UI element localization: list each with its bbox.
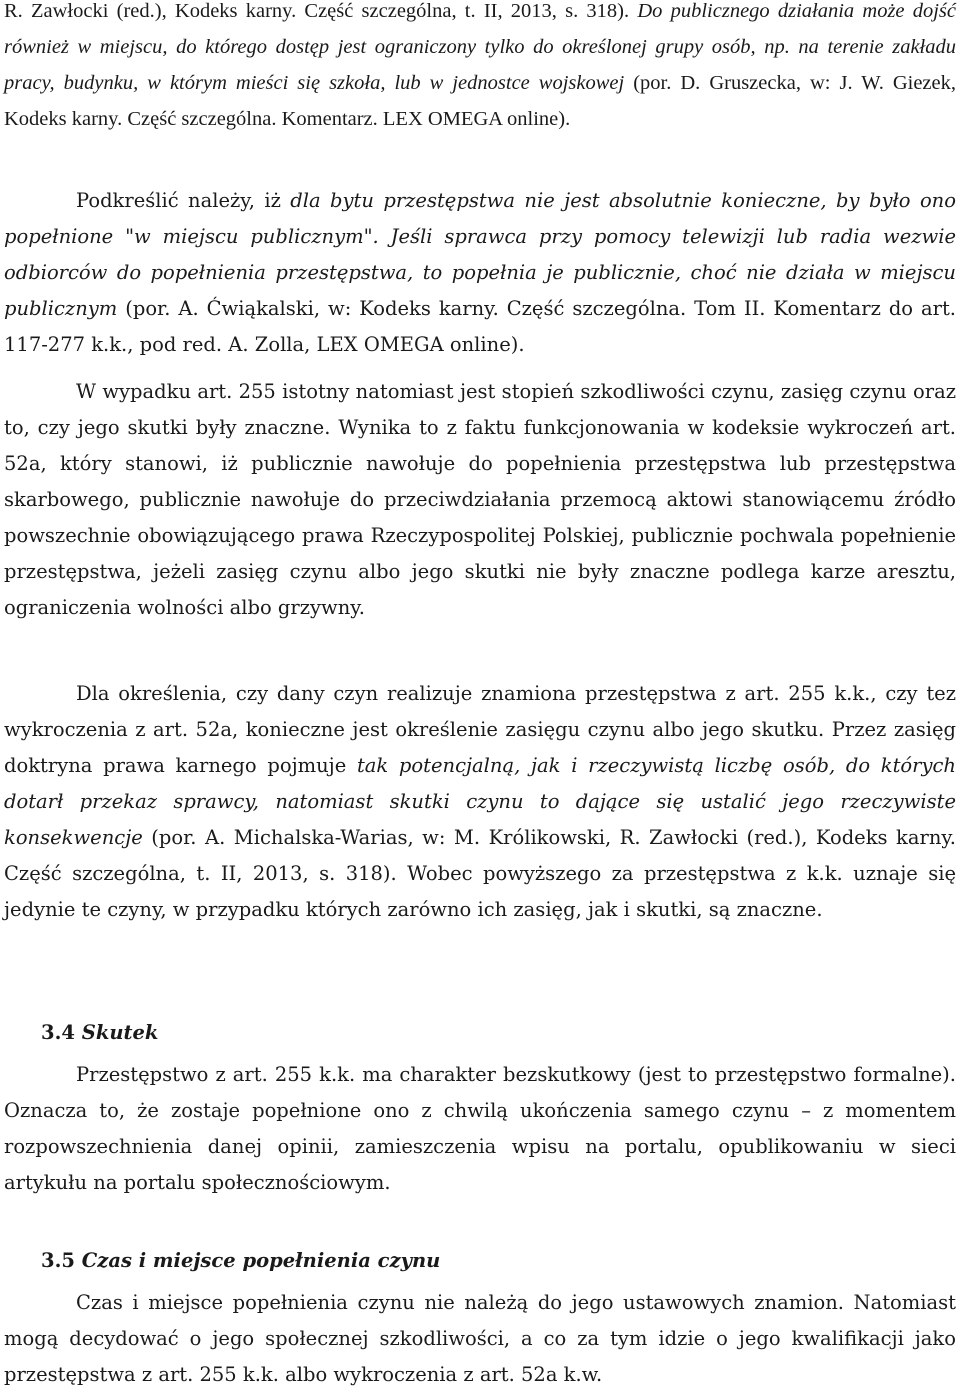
italic-quote: dla bytu przestępstwa nie jest absolutnie konieczne, by było ono popełnione "w miejscu publicznym". Jeśli sprawca przy pomocy telewizji lub radia wezwie odbiorców do popełnienia przestępstwa, to popełnia je publicznie, choć nie działa w miejscu publicznym [4, 189, 956, 320]
paragraph-time-place [4, 1285, 956, 1393]
citation-text: (por. A. Michalska-Warias, w: M. Królikowski, R. Zawłocki (red.), Kodeks karny. Część szczególna, t. II, 2013, s. 318). Wobec powyższego za przestępstwa z k.k. uznaje się jedynie te czyny, w przypadku których zarówno ich zasięg, jak i skutki, są znaczne. [4, 826, 956, 921]
paragraph-text: Podkreślić należy, iż [76, 189, 291, 212]
section-number: 3.4 [41, 1021, 75, 1044]
citation-text: (por. D. Gruszecka, w: J. W. Giezek, Kodeks karny. Część szczególna. Komentarz. LEX OMEGA online). [4, 72, 957, 130]
italic-quote: Do publicznego działania może dojść również w miejscu, do którego dostęp jest ograniczony tylko do określonej grupy osób, np. na terenie zakładu pracy, budynku, w którym mieści się szkoła, lub w jednostce wojskowej [4, 0, 956, 94]
paragraph-text: Dla określenia, czy dany czyn realizuje znamiona przestępstwa z art. 255 k.k., czy tez wykroczenia z art. 52a, konieczne jest określenie zasięgu czynu albo jego skutku. Przez zasięg doktryna prawa karnego pojmuje [4, 682, 956, 777]
section-title: Skutek [81, 1021, 159, 1044]
section-heading-3-4 [41, 1021, 158, 1044]
section-title: Czas i miejsce popełnienia czynu [81, 1249, 441, 1272]
section-heading-3-5 [41, 1249, 440, 1272]
paragraph-art-255 [4, 374, 956, 626]
paragraph-scope [4, 676, 956, 928]
paragraph-citation-continuation [4, 0, 956, 137]
paragraph-text: W wypadku art. 255 istotny natomiast jest stopień szkodliwości czynu, zasięg czynu oraz to, czy jego skutki były znaczne. Wynika to z faktu funkcjonowania w kodeksie wykroczeń art. 52a, który stanowi, iż publicznie nawołuje do popełnienia przestępstwa lub przestępstwa skarbowego, publicznie nawołuje do przeciwdziałania przemocą aktowi stanowiącemu źródło powszechnie obowiązującego prawa Rzeczypospolitej Polskiej, publicznie pochwala popełnienie przestępstwa, jeżeli zasięg czynu albo jego skutki nie były znaczne podlega karze aresztu, ograniczenia wolności albo grzywny. [4, 380, 956, 619]
paragraph-public-place [4, 183, 956, 363]
citation-text: R. Zawłocki (red.), Kodeks karny. Część szczególna, t. II, 2013, s. 318). [4, 0, 638, 22]
paragraph-effect [4, 1057, 956, 1201]
paragraph-text: Czas i miejsce popełnienia czynu nie należą do jego ustawowych znamion. Natomiast mogą decydować o jego społecznej szkodliwości, a co za tym idzie o jego kwalifikacji jako przestępstwa z art. 255 k.k. albo wykroczenia z art. 52a k.w. [4, 1291, 956, 1386]
citation-text: (por. A. Ćwiąkalski, w: Kodeks karny. Część szczególna. Tom II. Komentarz do art. 117-277 k.k., pod red. A. Zolla, LEX OMEGA online). [4, 297, 956, 356]
italic-quote: tak potencjalną, jak i rzeczywistą liczbę osób, do których dotarł przekaz sprawcy, natomiast skutki czynu to dające się ustalić jego rzeczywiste konsekwencje [4, 754, 956, 849]
paragraph-text: Przestępstwo z art. 255 k.k. ma charakter bezskutkowy (jest to przestępstwo formalne). Oznacza to, że zostaje popełnione ono z chwilą ukończenia samego czynu – z momentem rozpowszechnienia danej opinii, zamieszczenia wpisu na portalu, opublikowaniu w sieci artykułu na portalu społecznościowym. [4, 1063, 956, 1194]
section-number: 3.5 [41, 1249, 75, 1272]
